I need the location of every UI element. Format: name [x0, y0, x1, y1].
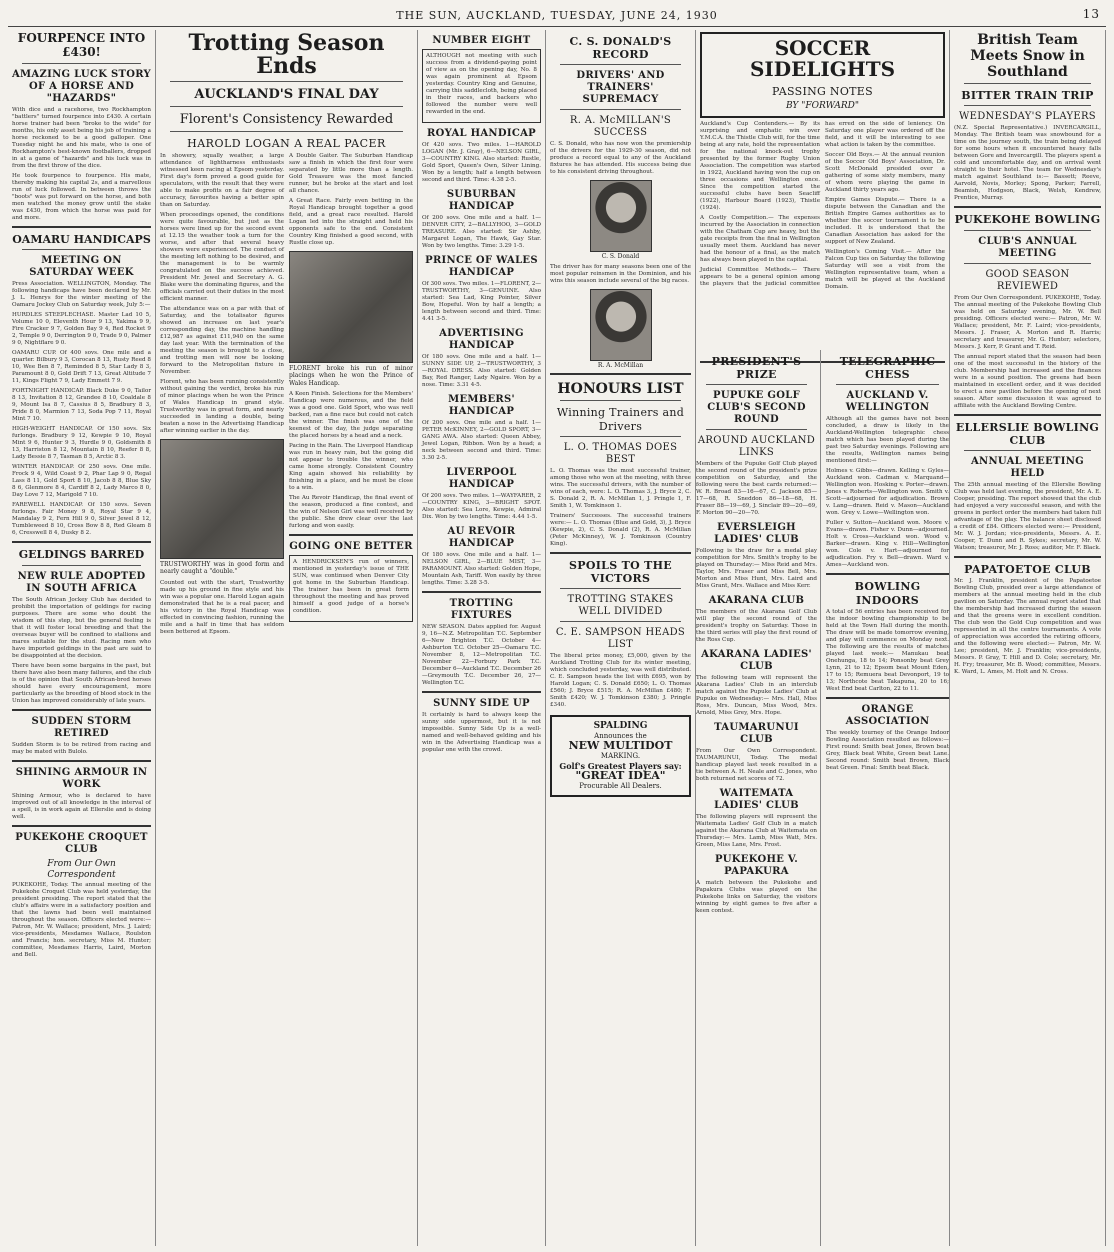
column-5: SOCCER SIDELIGHTS PASSING NOTES BY "FORWARD" Auckland's Cup Contenders.— By its surprising and emphatic win over Y.M.C.A. the Thistle Club will, for the time being at any rate, hold the representation for the national knock-out trophy presented by the former Rugby Union Association. The competition was started in 1922, Auckland having won the cup on three occasions and Wellington once. Since the competition started the successful clubs have been Seacliff (1922), Harbour Board (1923), Thistle (1924). A Costly Competition.— The expenses incurred by the Association in connection with the Chatham Cup are heavy, but the gate receipts from the final in Wellington usually meet them. Auckland has never had the honour of a final, as the match has always been played in the capital. Judicial Committee Methods.— There appears to be a general opinion among the players that the judicial committee has erred on the side of leniency. On Saturday one player was ordered off the field, and it will be interesting to see what action is taken by the committee. Soccer Old Boys.— At the annual reunion of the Soccer Old Boys' Association, Dr. Scott McDonald presided over a gathering of some sixty members, many of whom were playing the game in Auckland thirty years ago. Empire Games Dispute.— There is a dispute between the Canadian and the British Empire Games authorities as to whether the soccer tournament is to be included. It is understood that the Canadian Association has asked for the support of New Zealand. Wellington's Coming Visit.— After the Falcon Cup ties on Saturday the following Saturday will see a visit from the Wellington representative team, when a match will be played at the Auckland Domain. PRESIDENT'S PRIZE PUPUKE GOLF CLUB'S SECOND ROUND AROUND AUCKLAND LINKS Members of the Pupuke Golf Club played the second round of the president's prize competition on Saturday, and the following were the best cards returned:— W. R. Broad 83—16—67, C. Jackson 85—17—68, R. Sneddon 86—18—68, H. Fraser 88—19—69, J. Sinclair 89—20—69, F. Morton 90—20—70. EVERSLEIGH LADIES' CLUB Following is the draw for a medal play competition for Mrs. Smith's trophy to be played on Thursday:— Miss Reid and Mrs. Taylor, Mrs. Fraser and Miss Bell, Mrs. Morton and Miss Hunt, Mrs. Laird and Miss Grant, Mrs. Wallace and Miss Kerr. AKARANA CLUB The members of the Akarana Golf Club will play the second round of the president's trophy on Saturday. Those in the third series will play the first round of the Ross Cup. AKARANA LADIES' CLUB The following team will represent the Akarana Ladies' Club in an interclub match against the Pupuke Ladies' Club at Pupuke on Wednesday:— Mrs. Hall, Miss Ross, Mrs. Duncan, Miss Wood, Mrs. Arnold, Miss Grey, Mrs. Hope. TAUMARUNUI CLUB From Our Own Correspondent. TAUMARUNUI, Today. The medal handicap played last week resulted in a tie between A. H. Neale and C. Jones, who both returned net scores of 72. WAITEMATA LADIES' CLUB The following players will represent the Waitemata Ladies' Golf Club in a match against the Akarana Club at Waitemata on Thursday:— Mrs. Lamb, Miss Watt, Mrs. Green, Miss Lane, Mrs. Frost. PUKEKOHE V. PAPAKURA A match between the Pukekohe and Papakura Clubs was played on the Pukekohe links on Saturday, the visitors winning by eight games to five after a keen contest. TELEGRAPHIC CHESS AUCKLAND V. WELLINGTON Although all the games have not been concluded, a draw is likely in the Auckland-Wellington telegraphic chess match which has been played during the past two Saturday evenings. Following are the results, Wellington names being mentioned first:— Holmes v. Gibbs—drawn. Kelling v. Gyles—Auckland won. Cadman v. Marquand—Wellington won. Hosking v. Porter—drawn. Jones v. Roberts—Wellington won. Smith v. Scott—adjourned for adjudication. Brown v. Lang—drawn. Reid v. Mason—Auckland won. Grey v. Lowe—Wellington won. Fuller v. Sutton—Auckland won. Moore v. Evans—drawn. Fisher v. Dunn—adjourned. Holt v. Cross—Auckland won. Wood v. Barker—drawn. King v. Hill—Wellington won. Cole v. Hart—adjourned for adjudication. Fry v. Bell—drawn. Ward v. Ames—Auckland won. BOWLING INDOORS A total of 56 entries has been received for the indoor bowling championship to be held at the Town Hall during the month. The draw will be made tomorrow evening, and play will commence on Monday next. The following are the results of matches played last week:— Manukau beat Onehunga, 18 to 14; Ponsonby beat Grey Lynn, 21 to 12; Epsom beat Mount Eden, 17 to 15; Remuera beat Devonport, 19 to 13; Northcote beat Takapuna, 20 to 16; West End beat Carlton, 22 to 11. ORANGE ASSOCIATION The weekly tourney of the Orange Indoor Bowling Association resulted as follows:— First round: Smith beat Jones, Brown beat Grey, Black beat White, Green beat Lane. Second round: Smith beat Brown, Black beat Green. Final: Smith beat Black. — [696, 30, 950, 1246]
subhead-sampson: C. E. SAMPSON HEADS LIST — [555, 627, 686, 651]
subhead-auckland-wellington: AUCKLAND V. WELLINGTON — [845, 390, 930, 414]
masthead — [8, 4, 1106, 27]
subhead-luck-story: AMAZING LUCK STORY OF A HORSE AND "HAZARDS" — [12, 68, 151, 104]
subhead-around-links: AROUND AUCKLAND LINKS — [697, 435, 816, 459]
headline-taumarunui: TAUMARUNUI CLUB — [714, 722, 799, 746]
headline-bowling-indoors: BOWLING INDOORS — [854, 580, 921, 607]
headline-sudden-storm: SUDDEN STORM RETIRED — [31, 715, 132, 739]
masthead-line: THE SUN, AUCKLAND, TUESDAY, JUNE 24, 1930 — [396, 8, 718, 22]
headline-british-team: British Team Meets Snow in Southland — [970, 32, 1085, 81]
subhead-supremacy: DRIVERS' AND TRAINERS' SUPREMACY — [576, 70, 665, 106]
article-text: With dice and a racehorse, two Rockhampton "battlers" turned fourpence into £430. A certain horse trainer had been "broke to the wide" for months, his only asset being his job of training a horse reckoned to be a good galloper. One Tuesday night he and his mate, who is one of Rockhampton's best-known footballers, dropped in at a game of "hazards" and his luck was in from the first throw of the dice. — [12, 106, 151, 169]
subhead-annual-meeting: ANNUAL MEETING HELD — [970, 456, 1085, 480]
page-number: 13 — [1082, 7, 1100, 21]
subhead-winning-trainers: Winning Trainers and Drivers — [556, 406, 685, 433]
photo-florent — [289, 251, 413, 363]
subhead-stakes: TROTTING STAKES WELL DIVIDED — [567, 594, 674, 618]
subhead-train-trip: BITTER TRAIN TRIP — [961, 89, 1094, 103]
headline-chess: TELEGRAPHIC CHESS — [839, 355, 936, 382]
headline-pukekohe-bowling: PUKEKOHE BOWLING — [954, 213, 1101, 227]
headline-orange: ORANGE ASSOCIATION — [845, 703, 930, 727]
headline-spoils: SPOILS TO THE VICTORS — [569, 558, 672, 586]
column-2: Trotting Season Ends AUCKLAND'S FINAL DAY Florent's Consistency Rewarded HAROLD LOGAN A REAL PACER In showery, squally weather, a large attendance of lightharness enthusiasts witnessed keen racing at Epsom yesterday. First day's form proved a good guide for speculators, with the result that they were able to make profits on a fair degree of accuracy, favourites having a better spin than on Saturday. When proceedings opened, the conditions were quite favourable, but just as the horses were lined up for the second event at 12.15 the weather took a turn for the worse, and after that several heavy showers were experienced. The conduct of the meeting left nothing to be desired, and the management is to be warmly congratulated on the success achieved. President Mr. Jewel and Secretary A. G. Blake were the dominating figures, and the officials carried out their duties in the most efficient manner. The attendance was on a par with that of Saturday, and the totalisator figures showed an increase on last year's corresponding day, the machine handling £12,987 as against £11,940 on the same day last year. With the termination of the meeting the season is brought to a close, and trotting men will now be looking forward to the Metropolitan fixture in November. Florent, who has been running consistently without gaining the verdict, broke his run of minor placings when he won the Prince of Wales Handicap in grand style. Trustworthy was in great form, and nearly succeeded in landing a double, being beaten a nose in the Advertising Handicap after winning earlier in the day. TRUSTWORTHY was in good form and nearly caught a "double." Counted out with the start, Trustworthy made up his ground in fine style and his win was a popular one. Harold Logan again demonstrated that he is a real pacer, and his victory in the Royal Handicap was effected in convincing fashion, running the mile and a half in time that has seldom been bettered at Epsom. A Double Gaiter. The Suburban Handicap saw a finish in which the first four were separated by little more than a length. Gold Treasure was the most fancied runner, but he broke at the start and lost all chance. A Great Race. Fairly even betting in the Royal Handicap brought together a good field, and a great race resulted. Harold Logan led into the straight and held his opponents safe to the end. Consistent Country King finished a good second, with Rustle close up. FLORENT broke his run of minor placings when he won the Prince of Wales Handicap. A Keen Finish. Selections for the Members' Handicap were numerous, and the field was a good one. Gold Sport, who was well backed, ran a fine race but could not catch the winner. The finish was one of the keenest of the day, the judge separating the placed horses by a head and a neck. Pacing in the Rain. The Liverpool Handicap was run in heavy rain, but the going did not appear to trouble the winner, who came home strongly. Consistent Country King again showed his reliability by finishing in a place, and he must be close to a win. The Au Revoir Handicap, the final event of the season, produced a fine contest, and the win of Nelson Girl was well received by the public. She drew clear over the last furlong and won easily. GOING ONE BETTER A HENDRICKSEN'S run of winners, mentioned in yesterday's issue of THE SUN, was continued when Denver City got home in the Suburban Handicap. The trainer has been in great form throughout the meeting and has proved himself a good judge of a horse's condition. — [156, 30, 418, 1246]
headline-akarana: AKARANA CLUB — [708, 595, 805, 607]
headline-donald: C. S. DONALD'S RECORD — [569, 35, 672, 62]
subhead-oamaru: MEETING ON SATURDAY WEEK — [29, 255, 134, 279]
headline-prince-of-wales: PRINCE OF WALES HANDICAP — [425, 255, 538, 278]
subhead-pupuke: PUPUKE GOLF CLUB'S SECOND ROUND — [707, 390, 806, 426]
column-5-left: PRESIDENT'S PRIZE PUPUKE GOLF CLUB'S SECOND ROUND AROUND AUCKLAND LINKS Members of the Pupuke Golf Club played the second round of the president's prize competition on Saturday, and the following were the best cards returned:— W. R. Broad 83—16—67, C. Jackson 85—17—68, R. Sneddon 86—18—68, H. Fraser 88—19—69, J. Sinclair 89—20—69, F. Morton 90—20—70. EVERSLEIGH LADIES' CLUB Following is the draw for a medal play competition for Mrs. Smith's trophy to be played on Thursday:— Miss Reid and Mrs. Taylor, Mrs. Fraser and Miss Bell, Mrs. Morton and Miss Hunt, Mrs. Laird and Miss Grant, Mrs. Wallace and Miss Kerr. AKARANA CLUB The members of the Akarana Golf Club will play the second round of the president's trophy on Saturday. Those in the third series will play the first round of the Ross Cup. AKARANA LADIES' CLUB The following team will represent the Akarana Ladies' Club in an interclub match against the Pupuke Ladies' Club at Pupuke on Wednesday:— Mrs. Hall, Miss Ross, Mrs. Duncan, Miss Wood, Mrs. Arnold, Miss Grey, Mrs. Hope. TAUMARUNUI CLUB From Our Own Correspondent. TAUMARUNUI, Today. The medal handicap played last week resulted in a tie between A. H. Neale and C. Jones, who both returned net scores of 72. WAITEMATA LADIES' CLUB The following players will represent the Waitemata Ladies' Golf Club in a match against the Akarana Club at Waitemata on Thursday:— Mrs. Lamb, Miss Watt, Mrs. Green, Miss Lane, Mrs. Frost. PUKEKOHE V. PAPAKURA A match between the Pukekohe and Papakura Clubs was played on the Pukekohe links on Saturday, the visitors winning by eight games to five after a keen contest. — [696, 350, 821, 1246]
headline-akarana-ladies: AKARANA LADIES' CLUB — [701, 649, 812, 673]
subhead-logan: HAROLD LOGAN A REAL PACER — [187, 137, 386, 151]
advertisement-spalding: SPALDING Announces the NEW MULTIDOT MARKING. Golf's Greatest Players say: "GREAT IDEA" Procurable All Dealers. — [550, 715, 691, 797]
headline-oamaru: OAMARU HANDICAPS — [12, 232, 151, 246]
subhead-good-season: GOOD SEASON REVIEWED — [985, 268, 1070, 292]
subhead-mcmillan: R. A. McMILLAN'S SUCCESS — [569, 115, 672, 139]
caption-florent: FLORENT broke his run of minor placings when he won the Prince of Wales Handicap. — [289, 364, 413, 387]
headline-au-revoir: AU REVOIR HANDICAP — [447, 526, 516, 549]
headline-members: MEMBERS' HANDICAP — [448, 394, 515, 417]
subhead-players: WEDNESDAY'S PLAYERS — [959, 111, 1096, 123]
headline-number-eight: NUMBER EIGHT — [432, 35, 531, 46]
headline-honours: HONOURS LIST — [557, 381, 684, 398]
headline-advertising: ADVERTISING HANDICAP — [439, 328, 524, 351]
headline-going-one-better: GOING ONE BETTER — [289, 541, 413, 553]
column-3: NUMBER EIGHT ALTHOUGH not meeting with such success from a dividend-paying point of view as on the opening day, No. 8 was again prominent at Epsom yesterday. Country King and Genuine, carrying this saddlecloth, being placed in their races, and backers who followed the number were well rewarded in the end. ROYAL HANDICAP Of 420 sovs. Two miles. 1—HAROLD LOGAN (Mr. J. Gray), 6—NELSON GIRL, 3—COUNTRY KING. Also started: Rustle, Gold Sport, Queen's Own, Silver Lining. Won by a length; half a length between second and third. Time: 4.38 2-5. SUBURBAN HANDICAP Of 200 sovs. One mile and a half. 1—DENVER CITY, 2—BALLYHOO, 3—GOLD TREASURE. Also started: Sir Ashby, Margaret Logan, The Hawk, Gay Star. Won by two lengths. Time: 3.29 1-5. PRINCE OF WALES HANDICAP Of 300 sovs. Two miles. 1—FLORENT, 2—TRUSTWORTHY, 3—GENUINE. Also started: Sea Lad, King Pointer, Silver Bow, Hopeful. Won by half a length; a length between second and third. Time: 4.41 3-5. ADVERTISING HANDICAP Of 180 sovs. One mile and a half. 1—SUNNY SIDE UP, 2—TRUSTWORTHY, 3—ROYAL DRESS. Also started: Golden Bay, Red Ranger, Lady Ngaire. Won by a nose. Time: 3.31 4-5. MEMBERS' HANDICAP Of 200 sovs. One mile and a half. 1—PETER McKINNEY, 2—GOLD SPORT, 3—GANG AWA. Also started: Queen Abbey, Jewel Logan, Ribbon. Won by a head; a neck between second and third. Time: 3.30 2-5. LIVERPOOL HANDICAP Of 200 sovs. Two miles. 1—WAYFARER, 2—COUNTRY KING, 3—BRIGHT SPOT. Also started: Sea Lore, Kewpie, Admiral Dix. Won by two lengths. Time: 4.44 1-5. AU REVOIR HANDICAP Of 180 sovs. One mile and a half. 1—NELSON GIRL, 2—BLUE MIST, 3—PARAMOUNT. Also started: Golden Hope, Mountain Ash, Tariff. Won easily by three lengths. Time: 3.28 3-5. TROTTING FIXTURES NEW SEASON. Dates applied for. August 9, 16—N.Z. Metropolitan T.C. September 6—New Brighton T.C. October 4—Ashburton T.C. October 25—Oamaru T.C. November 8, 12—Metropolitan T.C. November 22—Forbury Park T.C. December 6—Auckland T.C. December 26—Greymouth T.C. December 26, 27—Wellington T.C. SUNNY SIDE UP It certainly is hard to always keep the sunny side uppermost, but it is not impossible. Sunny Side Up is a well-named and well-behaved gelding and his win in the Advertising Handicap was a popular one with the crowd. — [418, 30, 546, 1246]
portrait-mcmillan — [590, 289, 652, 361]
subhead-thomas: L. O. THOMAS DOES BEST — [563, 441, 678, 465]
headline-shining-armour: SHINING ARMOUR IN WORK — [15, 766, 148, 790]
subhead-passing-notes: PASSING NOTES — [772, 85, 873, 98]
headline-soccer: SOCCER SIDELIGHTS — [749, 36, 896, 81]
subhead-geldings: NEW RULE ADOPTED IN SOUTH AFRICA — [17, 570, 146, 594]
column-4: C. S. DONALD'S RECORD DRIVERS' AND TRAINERS' SUPREMACY R. A. McMILLAN'S SUCCESS C. S. Donald, who has now won the premiership of the drivers for the 1929-30 season, did not produce a record equal to any of the Auckland fixtures he has attended. His success being due to his consistent driving throughout. C. S. Donald The driver has for many seasons been one of the most popular reinsmen in the Dominion, and his wins this season include several of the big races. R. A. McMillan HONOURS LIST Winning Trainers and Drivers L. O. THOMAS DOES BEST L. O. Thomas was the most successful trainer, among those who won at the meeting, with three wins. The successful drivers, with the number of wins of each, were: L. O. Thomas 3, J. Bryce 2, C. S. Donald 2, R. A. McMillan 1, J. Pringle 1, F. Smith 1, W. Tomkinson 1. Trainers' Successes. The successful trainers were:— L. O. Thomas (Blue and Gold, 3), J. Bryce (Kewpie, 2), C. S. Donald (2), R. A. McMillan (Peter McKinney), W. J. Tomkinson (Country King). SPOILS TO THE VICTORS TROTTING STAKES WELL DIVIDED C. E. SAMPSON HEADS LIST The liberal prize money, £5,000, given by the Auckland Trotting Club for its winter meeting, which concluded yesterday, was well distributed. C. E. Sampson heads the list with £695, won by Harold Logan; C. S. Donald £650; L. O. Thomas £560; J. Bryce £515; R. A. McMillan £480; F. Smith £420; W. J. Tomkinson £380; J. Pringle £340. SPALDING Announces the NEW MULTIDOT MARKING. Golf's Greatest Players say: "GREAT IDEA" Procurable All Dealers. — [546, 30, 696, 1246]
portrait-donald — [590, 180, 652, 252]
headline-ellerslie-bowling: ELLERSLIE BOWLING CLUB — [955, 420, 1100, 447]
caption-trustworthy: TRUSTWORTHY was in good form and nearly caught a "double." — [160, 560, 284, 576]
headline-papatoetoe: PAPATOETOE CLUB — [964, 563, 1091, 577]
headline-suburban: SUBURBAN HANDICAP — [446, 189, 517, 212]
column-6: British Team Meets Snow in Southland BITTER TRAIN TRIP WEDNESDAY'S PLAYERS (N.Z. Special Representative.) INVERCARGILL, Monday. The British team was snowbound for a time on the journey south, the train being delayed for some hours when it encountered heavy falls between Gore and Invercargill. The players spent a cold and uncomfortable day, and on arrival went straight to their hotel. The team for Wednesday's match against Southland is:— Bassett; Reeve, Aarvold, Novis, Morley; Spong, Parker; Farrell, Beamish, Hodgson, Black, Welsh, Kendrew, Prentice, Murray. PUKEKOHE BOWLING CLUB'S ANNUAL MEETING GOOD SEASON REVIEWED From Our Own Correspondent. PUKEKOHE, Today. The annual meeting of the Pukekohe Bowling Club was held on Saturday evening, Mr. W. Bell presiding. Officers elected were:— Patron, Mr. W. Wallace; president, Mr. F. Laird; vice-presidents, Messrs. J. Fraser, A. Morton and R. Harris; secretary and treasurer, Mr. G. Hunter; selectors, Messrs. J. Kerr, P. Grant and T. Reid. The annual report stated that the season had been one of the most successful in the history of the club. Membership had increased and the finances were in a sound position. The greens had been maintained in excellent order, and it was decided to erect a new pavilion before the opening of next season. After some discussion it was agreed to affiliate with the Auckland Bowling Centre. ELLERSLIE BOWLING CLUB ANNUAL MEETING HELD The 25th annual meeting of the Ellerslie Bowling Club was held last evening, the president, Mr. A. E. Cooper, presiding. The report showed that the club had enjoyed a very successful season, and with the greens in perfect order the members had taken full advantage of the play. The balance sheet disclosed a credit of £84. Officers elected were:— President, Mr. W. J. Jordan; vice-presidents, Messrs. A. E. Cooper, T. Dunn and R. Sykes; secretary, Mr. W. Watson; treasurer, Mr. J. Ross; auditor, Mr. F. Black. PAPATOETOE CLUB Mr. J. Franklin, president of the Papatoetoe Bowling Club, presided over a large attendance of members at the annual meeting held in the club pavilion on Saturday. The annual report stated that the membership had increased during the season and that the greens were in excellent condition. The club won the Gold Cup competition and was represented in all the centre tournaments. A vote of appreciation was accorded the retiring officers, and the following were elected:— Patron, Mr. W. Lee; president, Mr. J. Franklin; vice-presidents, Messrs. P. Gray, T. Hill and D. Cole; secretary, Mr. H. Fry; treasurer, Mr. B. Wood; committee, Messrs. K. Ward, L. Ames, M. Holt and N. Cross. — [950, 30, 1106, 1246]
column-1: FOURPENCE INTO £430! AMAZING LUCK STORY OF A HORSE AND "HAZARDS" With dice and a racehorse, two Rockhampton "battlers" turned fourpence into £430. A certain horse trainer had been "broke to the wide" for months, his only asset being his job of training a horse reckoned to be a good galloper. One Tuesday night he and his mate, who is one of Rockhampton's best-known footballers, dropped in at a game of "hazards" and his luck was in from the first throw of the dice. He took fourpence to fourpence. His mate, thereby making his capital 2s, and a marvellous run of luck followed. In between throws the "boots" was put forward on the horse, and both men watched the money grow until the stake was £430, from which the horse was paid for and more. OAMARU HANDICAPS MEETING ON SATURDAY WEEK Press Association. WELLINGTON, Monday. The following handicaps have been declared by Mr. J. L. Henrys for the winter meeting of the Oamaru Jockey Club on Saturday week, July 5:— HURDLES STEEPLECHASE. Master Lad 10 5, Volume 10 0, Eleventh Hour 9 13, Yakima 9 9, Fire Cracker 9 7, Golden Bay 9 4, Red Rocket 9 2, Temple 9 0, Derrington 9 0, Trade 9 0, Palmer 9 0, Nightflare 9 0. OAMARU CUP. Of 400 sovs. One mile and a quarter. Bilbury 9 3, Corocan 8 13, Rusty Reed 8 10, Wee Ben 8 7, Reminded 8 5, Star Lady 8 3, Paramount 8 0, Gold Drift 7 13, Great Altitude 7 11, Kings Flight 7 9, Lady Emmett 7 9. FORTNIGHT HANDICAP. Black Duke 9 0, Tailor 8 13, Invitation 8 12, Grandee 8 10, Coaldale 8 9, Mount Isa 8 7, Cassius 8 5, Bradbury 8 3, Pride 8 0, Marmion 7 13, Soda Pop 7 11, Royal Mint 7 10. HIGH-WEIGHT HANDICAP. Of 150 sovs. Six furlongs. Bradbury 9 12, Kewpie 9 10, Royal Mint 9 6, Hunter 9 3, Hurdle 9 0, Goldsmith 8 13, Harriston 8 12, Mountain 8 10, Reefer 8 8, Lady Bessie 8 7, Tasman 8 5, Arctic 8 3. WINTER HANDICAP. Of 250 sovs. One mile. Frock 9 4, Wild Coast 9 2, Phar Lap 9 0, Regal Lass 8 11, Gold Sport 8 10, Jacob 8 8, Blue Sky 8 6, Glenmore 8 4, Cardiff 8 2, Lady Marco 8 0, Day Love 7 12, Marigold 7 10. FAREWELL HANDICAP. Of 150 sovs. Seven furlongs. Fair Money 9 8, Royal Star 9 4, Mandalay 9 2, Fern Hill 9 0, Silver Jewel 8 12, Tumbleweed 8 10, Cross Bow 8 8, Red Gleam 8 6, Cresswell 8 4, Dusky 8 2. GELDINGS BARRED NEW RULE ADOPTED IN SOUTH AFRICA The South African Jockey Club has decided to prohibit the importation of geldings for racing purposes. There are some who doubt the wisdom of this step, but the general feeling is that it will foster local breeding and that the overseas buyer will be confined to stallions and mares suitable for the stud. Racing men who have imported geldings in the past are said to be disappointed at the decision. There have been some bargains in the past, but there have also been many failures, and the club is of the opinion that South African-bred horses should have every encouragement, more particularly as the breeding of blood stock in the Union has improved considerably of late years. SUDDEN STORM RETIRED Sudden Storm is to be retired from racing and may be mated with Bulolo. SHINING ARMOUR IN WORK Shining Armour, who is declared to have improved out of all knowledge in the interval of a spell, is in work again at Ellerslie and is doing well. PUKEKOHE CROQUET CLUB From Our Own Correspondent PUKEKOHE, Today. The annual meeting of the Pukekohe Croquet Club was held yesterday, the president presiding. The report stated that the club's affairs were in a satisfactory position and that the lawns had been well maintained throughout the season. Officers elected were:— Patron, Mr. W. Wallace; president, Mrs. J. Laird; vice-presidents, Mesdames Wallace, Roulston and Francis; hon. secretary, Miss M. Hunter; committee, Mesdames Harris, Laird, Morton and Bell. — [8, 30, 156, 1246]
headline-waitemata: WAITEMATA LADIES' CLUB — [714, 788, 799, 812]
headline-fixtures: TROTTING FIXTURES — [449, 598, 514, 621]
column-5-right: TELEGRAPHIC CHESS AUCKLAND V. WELLINGTON Although all the games have not been concluded, a draw is likely in the Auckland-Wellington telegraphic chess match which has been played during the past two Saturday evenings. Following are the results, Wellington names being mentioned first:— Holmes v. Gibbs—drawn. Kelling v. Gyles—Auckland won. Cadman v. Marquand—Wellington won. Hosking v. Porter—drawn. Jones v. Roberts—Wellington won. Smith v. Scott—adjourned for adjudication. Brown v. Lang—drawn. Reid v. Mason—Auckland won. Grey v. Lowe—Wellington won. Fuller v. Sutton—Auckland won. Moore v. Evans—drawn. Fisher v. Dunn—adjourned. Holt v. Cross—Auckland won. Wood v. Barker—drawn. King v. Hill—Wellington won. Cole v. Hart—adjourned for adjudication. Fry v. Bell—drawn. Ward v. Ames—Auckland won. BOWLING INDOORS A total of 56 entries has been received for the indoor bowling championship to be held at the Town Hall during the month. The draw will be made tomorrow evening, and play will commence on Monday next. The following are the results of matches played last week:— Manukau beat Onehunga, 18 to 14; Ponsonby beat Grey Lynn, 21 to 12; Epsom beat Mount Eden, 17 to 15; Remuera beat Devonport, 19 to 13; Northcote beat Takapuna, 20 to 16; West End beat Carlton, 22 to 11. ORANGE ASSOCIATION The weekly tourney of the Orange Indoor Bowling Association resulted as follows:— First round: Smith beat Jones, Brown beat Grey, Black beat White, Green beat Lane. Second round: Smith beat Brown, Black beat Green. Final: Smith beat Black. — [826, 355, 949, 771]
headline-liverpool: LIVERPOOL HANDICAP — [446, 467, 517, 490]
subhead-final-day: AUCKLAND'S FINAL DAY — [194, 87, 379, 103]
headline-croquet: PUKEKOHE CROQUET CLUB — [15, 831, 148, 855]
subhead-club-annual: CLUB'S ANNUAL MEETING — [978, 235, 1077, 259]
headline-fourpence: FOURPENCE INTO £430! — [17, 31, 146, 59]
headline-sunny-side-up: SUNNY SIDE UP — [433, 698, 530, 709]
headline-eversleigh: EVERSLEIGH LADIES' CLUB — [714, 522, 799, 546]
caption-mcmillan: R. A. McMillan — [597, 362, 644, 370]
headline-royal: ROYAL HANDICAP — [427, 128, 536, 139]
headline-pukekohe-papakura: PUKEKOHE V. PAPAKURA — [714, 854, 799, 878]
byline-forward: BY "FORWARD" — [785, 101, 860, 112]
headline-geldings: GELDINGS BARRED — [18, 548, 145, 562]
headline-trotting: Trotting Season Ends — [188, 30, 385, 80]
headline-presidents-prize: PRESIDENT'S PRIZE — [711, 355, 802, 382]
photo-trustworthy — [160, 439, 284, 559]
subhead-florent: Florent's Consistency Rewarded — [179, 112, 394, 128]
caption-donald: C. S. Donald — [601, 253, 640, 261]
